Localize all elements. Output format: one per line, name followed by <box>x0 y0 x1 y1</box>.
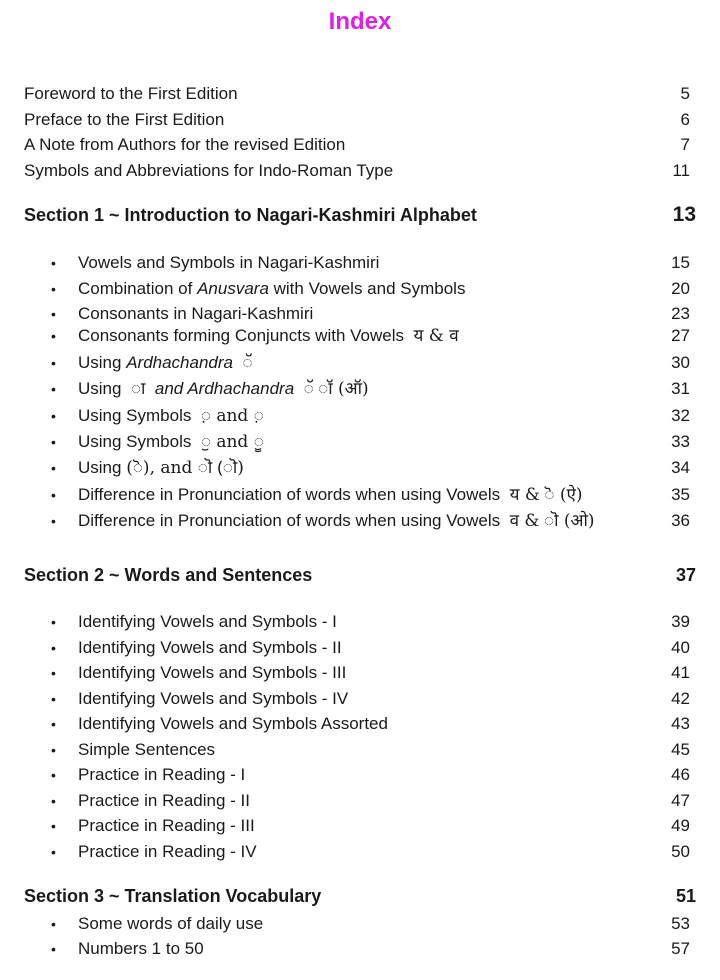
toc-entry[interactable]: • Practice in Reading - IV 50 <box>51 842 690 861</box>
toc-entry[interactable]: • Identifying Vowels and Symbols - II 40 <box>51 638 690 657</box>
toc-entry[interactable]: • Practice in Reading - I 46 <box>51 765 690 784</box>
toc-entry[interactable]: • Identifying Vowels and Symbols - I 39 <box>51 612 690 631</box>
toc-entry[interactable]: • Using Symbols ॖ and ॗ 33 <box>51 432 690 452</box>
toc-entry[interactable]: • Identifying Vowels and Symbols Assorted 43 <box>51 714 690 733</box>
toc-entry[interactable]: • Consonants forming Conjuncts with Vowels य & व 27 <box>51 326 690 346</box>
toc-entry[interactable]: • Some words of daily use 53 <box>51 914 690 933</box>
page-title: Index <box>328 8 392 35</box>
toc-entry[interactable]: A Note from Authors for the revised Edition 7 <box>24 135 690 154</box>
toc-entry[interactable]: Preface to the First Edition 6 <box>24 110 690 129</box>
toc-entry[interactable]: • Using ा and Ardhachandra ॅ ॉ (ऑ) 31 <box>51 379 690 399</box>
toc-entry[interactable]: • Numbers 1 to 50 57 <box>51 939 690 958</box>
toc-entry[interactable]: • Practice in Reading - II 47 <box>51 791 690 810</box>
toc-entry[interactable]: • Using Ardhachandra ॅ 30 <box>51 353 690 373</box>
toc-entry[interactable]: • Vowels and Symbols in Nagari-Kashmiri 15 <box>51 253 690 272</box>
toc-entry[interactable]: Symbols and Abbreviations for Indo-Roman Type 11 <box>24 161 690 180</box>
toc-entry[interactable]: • Difference in Pronunciation of words when using Vowels व & ॊ (ओ) 36 <box>51 511 690 531</box>
toc-entry[interactable]: • Identifying Vowels and Symbols - III 41 <box>51 663 690 682</box>
toc-entry[interactable]: • Consonants in Nagari-Kashmiri 23 <box>51 304 690 323</box>
toc-entry[interactable]: • Using Symbols ़ and ़ 32 <box>51 406 690 426</box>
toc-entry[interactable]: • Simple Sentences 45 <box>51 740 690 759</box>
section-heading[interactable]: Section 3 ~ Translation Vocabulary 51 <box>24 886 696 906</box>
toc-entry[interactable]: Foreword to the First Edition 5 <box>24 84 690 103</box>
toc-entry[interactable]: • Combination of Anusvara with Vowels and Symbols 20 <box>51 279 690 298</box>
section-heading[interactable]: Section 2 ~ Words and Sentences 37 <box>24 565 696 585</box>
toc-entry[interactable]: • Difference in Pronunciation of words when using Vowels य & ॆ (ऐ) 35 <box>51 485 690 505</box>
toc-entry[interactable]: • Practice in Reading - III 49 <box>51 816 690 835</box>
toc-entry[interactable]: • Using (ॆ), and ॊ (ॊ) 34 <box>51 458 690 478</box>
section-heading[interactable]: Section 1 ~ Introduction to Nagari-Kashmiri Alphabet 13 <box>24 203 696 226</box>
toc-entry[interactable]: • Identifying Vowels and Symbols - IV 42 <box>51 689 690 708</box>
